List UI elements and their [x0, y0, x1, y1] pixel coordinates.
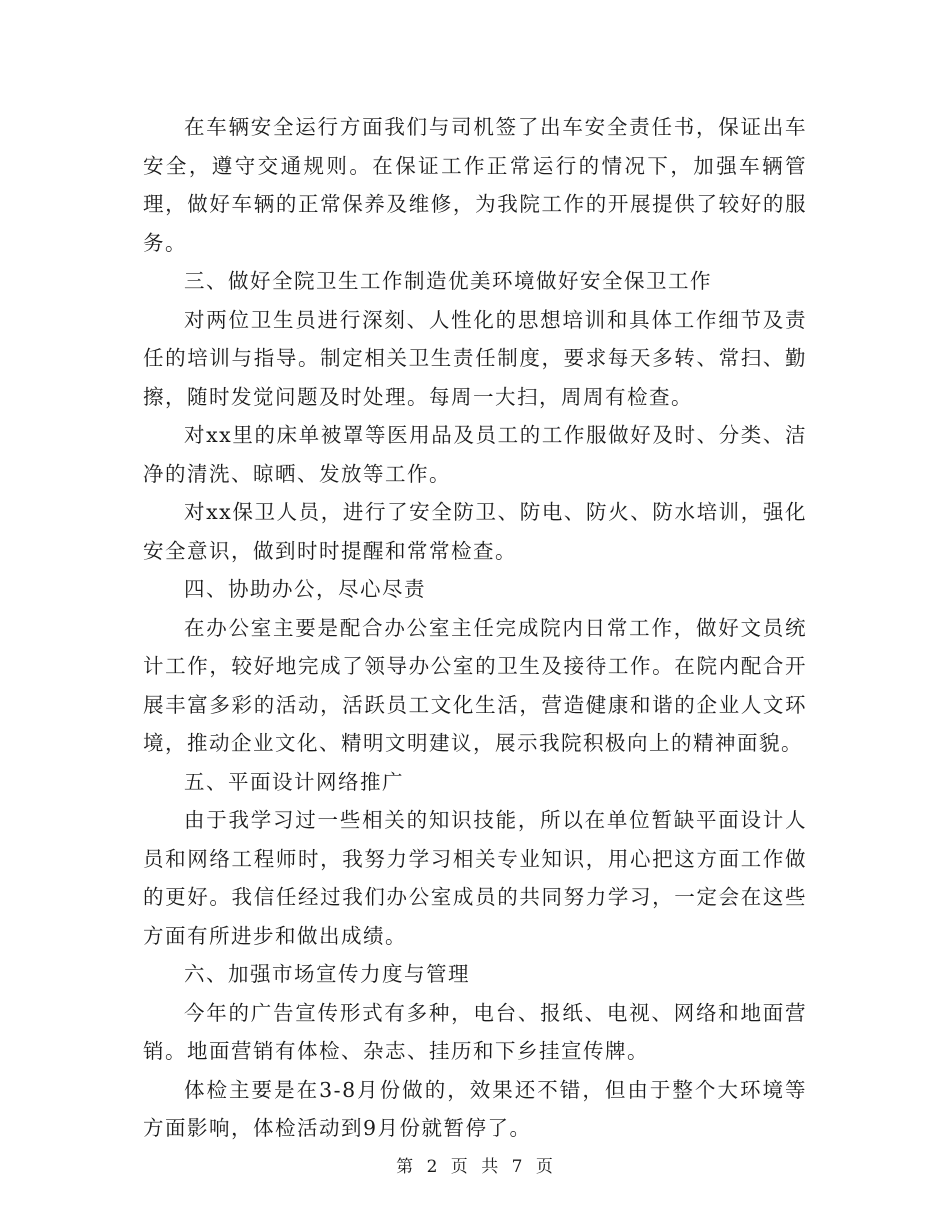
paragraph-security-training: 对xx保卫人员，进行了安全防卫、防电、防火、防水培训，强化安全意识，做到时时提醒和常常检查。 — [143, 500, 807, 563]
heading-section-5: 五、平面设计网络推广 — [184, 769, 404, 794]
paragraph-health-checkup: 体检主要是在3-8月份做的，效果还不错，但由于整个大环境等方面影响，体检活动到9月份就暂停了。 — [143, 1077, 807, 1140]
document-body — [143, 108, 807, 1148]
page-number-footer: 第 2 页 共 7 页 — [396, 1157, 554, 1177]
paragraph-linen-cleaning: 对xx里的床单被罩等医用品及员工的工作服做好及时、分类、洁净的清洗、晾晒、发放等工作。 — [143, 423, 807, 486]
paragraph-office-work: 在办公室主要是配合办公室主任完成院内日常工作，做好文员统计工作，较好地完成了领导办公室的卫生及接待工作。在院内配合开展丰富多彩的活动，活跃员工文化生活，营造健康和谐的企业人文环境，推动企业文化、精明文明建议，展示我院积极向上的精神面貌。 — [143, 615, 807, 755]
heading-section-6: 六、加强市场宣传力度与管理 — [184, 962, 470, 986]
heading-section-3: 三、做好全院卫生工作制造优美环境做好安全保卫工作 — [184, 269, 712, 293]
paragraph-advertising-forms: 今年的广告宣传形式有多种，电台、报纸、电视、网络和地面营销。地面营销有体检、杂志、挂历和下乡挂宣传牌。 — [143, 1000, 807, 1063]
heading-section-4: 四、协助办公，尽心尽责 — [184, 577, 426, 601]
paragraph-vehicle-safety: 在车辆安全运行方面我们与司机签了出车安全责任书，保证出车安全，遵守交通规则。在保证工作正常运行的情况下，加强车辆管理，做好车辆的正常保养及维修，为我院工作的开展提供了较好的服务。 — [143, 115, 807, 255]
paragraph-cleaning-staff: 对两位卫生员进行深刻、人性化的思想培训和具体工作细节及责任的培训与指导。制定相关卫生责任制度，要求每天多转、常扫、勤擦，随时发觉问题及时处理。每周一大扫，周周有检查。 — [143, 307, 807, 409]
paragraph-graphic-design: 由于我学习过一些相关的知识技能，所以在单位暂缺平面设计人员和网络工程师时，我努力学习相关专业知识，用心把这方面工作做的更好。我信任经过我们办公室成员的共同努力学习，一定会在这些方面有所进步和做出成绩。 — [143, 808, 807, 948]
